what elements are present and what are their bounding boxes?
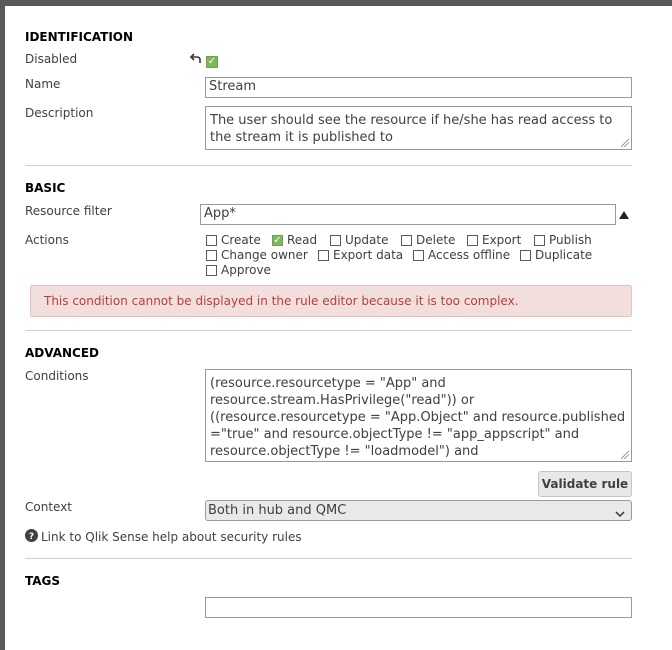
tags-input[interactable] bbox=[205, 597, 632, 618]
name-label: Name bbox=[25, 77, 61, 91]
resize-grip-icon[interactable] bbox=[621, 451, 629, 459]
check-icon: ✓ bbox=[273, 234, 282, 246]
left-border bbox=[0, 6, 5, 650]
checkbox-box bbox=[206, 265, 217, 276]
checkbox-box bbox=[401, 235, 412, 246]
conditions-textarea[interactable] bbox=[205, 369, 632, 462]
checkbox-box bbox=[413, 250, 424, 261]
help-link-text: Link to Qlik Sense help about security rules bbox=[41, 530, 302, 544]
action-export-checkbox[interactable] bbox=[467, 233, 521, 247]
help-icon bbox=[25, 529, 38, 545]
checkbox-box bbox=[534, 235, 545, 246]
context-select[interactable] bbox=[205, 500, 632, 521]
action-delete-checkbox[interactable] bbox=[401, 233, 455, 247]
checkbox-box bbox=[467, 235, 478, 246]
divider bbox=[25, 330, 632, 331]
condition-line: ((resource.resourcetype = "App.Object" and resource.published bbox=[210, 410, 626, 425]
condition-line: resource.stream.HasPrivilege("read")) or bbox=[210, 393, 475, 408]
action-change-owner-checkbox[interactable] bbox=[206, 248, 308, 262]
description-label: Description bbox=[25, 106, 94, 120]
action-label: Read bbox=[287, 233, 318, 247]
description-text: The user should see the resource if he/she has read access to the stream it is published to bbox=[210, 113, 613, 145]
top-bar bbox=[0, 0, 672, 6]
resource-filter-input[interactable]: App* bbox=[200, 204, 616, 225]
action-label: Update bbox=[345, 233, 389, 247]
action-label: Delete bbox=[416, 233, 456, 247]
triangle-up-icon[interactable] bbox=[619, 208, 629, 216]
action-label: Export bbox=[482, 233, 522, 247]
disabled-label: Disabled bbox=[25, 52, 78, 66]
complex-condition-alert: This condition cannot be displayed in the rule editor because it is too complex. bbox=[30, 285, 632, 317]
checkbox-box bbox=[330, 235, 341, 246]
action-label: Duplicate bbox=[535, 248, 593, 262]
action-label: Create bbox=[221, 233, 261, 247]
checkbox-box bbox=[520, 250, 531, 261]
name-input[interactable]: Stream bbox=[205, 77, 632, 98]
help-link[interactable] bbox=[25, 529, 302, 545]
disabled-checkbox[interactable] bbox=[206, 53, 218, 68]
condition-line: (resource.resourcetype = "App" and bbox=[210, 376, 446, 391]
section-title-advanced: ADVANCED bbox=[25, 346, 100, 360]
action-label: Approve bbox=[221, 263, 271, 277]
context-value: Both in hub and QMC bbox=[208, 503, 347, 518]
chevron-down-icon bbox=[615, 507, 625, 522]
divider bbox=[25, 558, 632, 559]
condition-line: ="true" and resource.objectType != "app_appscript" and bbox=[210, 427, 580, 442]
condition-line: resource.objectType != "loadmodel") and bbox=[210, 444, 479, 459]
action-create-checkbox[interactable] bbox=[206, 233, 261, 247]
check-icon: ✓ bbox=[207, 56, 217, 67]
section-title-identification: IDENTIFICATION bbox=[25, 30, 134, 44]
action-export-data-checkbox[interactable] bbox=[318, 248, 403, 262]
action-label: Change owner bbox=[221, 248, 308, 262]
action-label: Access offline bbox=[428, 248, 511, 262]
action-duplicate-checkbox[interactable] bbox=[520, 248, 592, 262]
action-label: Export data bbox=[333, 248, 404, 262]
actions-label: Actions bbox=[25, 233, 69, 247]
divider bbox=[25, 165, 632, 166]
conditions-label: Conditions bbox=[25, 369, 89, 383]
description-textarea[interactable] bbox=[205, 106, 632, 150]
undo-icon[interactable] bbox=[190, 52, 202, 65]
validate-rule-button[interactable]: Validate rule bbox=[538, 471, 632, 497]
action-approve-checkbox[interactable] bbox=[206, 263, 271, 277]
context-label: Context bbox=[25, 500, 73, 514]
action-publish-checkbox[interactable] bbox=[534, 233, 592, 247]
section-title-basic: BASIC bbox=[25, 181, 66, 195]
resize-grip-icon[interactable] bbox=[621, 139, 629, 147]
resource-filter-label: Resource filter bbox=[25, 204, 112, 218]
checkbox-box bbox=[206, 235, 217, 246]
checkbox-box bbox=[318, 250, 329, 261]
svg-text:?: ? bbox=[28, 532, 35, 542]
section-title-tags: TAGS bbox=[25, 574, 61, 588]
action-label: Publish bbox=[549, 233, 592, 247]
action-read-checkbox[interactable] bbox=[272, 233, 317, 247]
action-access-offline-checkbox[interactable] bbox=[413, 248, 510, 262]
checkbox-box bbox=[206, 250, 217, 261]
action-update-checkbox[interactable] bbox=[330, 233, 388, 247]
